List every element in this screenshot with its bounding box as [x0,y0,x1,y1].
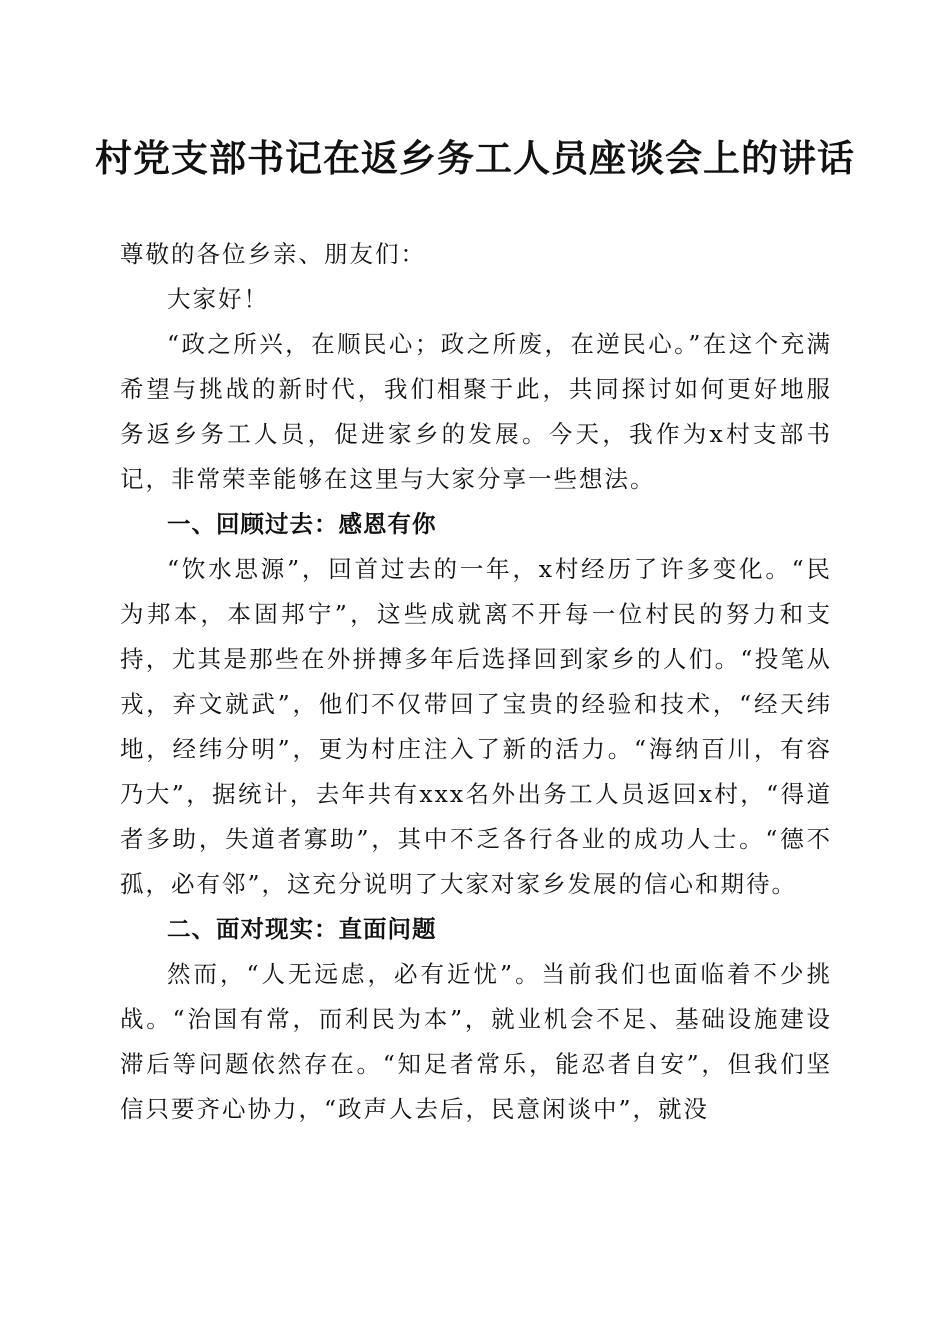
greeting: 大家好！ [167,285,269,313]
salutation: 尊敬的各位乡亲、朋友们： [120,240,426,268]
document-body [120,232,832,1132]
section-1-paragraph: “饮水思源”，回首过去的一年，x村经历了许多变化。“民为邦本，本固邦宁”，这些成就离不开每一位村民的努力和支持，尤其是那些在外拼搏多年后选择回到家乡的人们。“投笔从戎，弃文就武”，他们不仅带回了宝贵的经验和技术，“经天纬地，经纬分明”，更为村庄注入了新的活力。“海纳百川，有容乃大”，据统计，去年共有xxx名外出务工人员返回x村，“得道者多助，失道者寡助”，其中不乏各行各业的成功人士。“德不孤，必有邻”，这充分说明了大家对家乡发展的信心和期待。 [120,555,832,898]
document-title: 村党支部书记在返乡务工人员座谈会上的讲话 [95,136,855,180]
section-heading-1: 一、回顾过去：感恩有你 [167,510,437,538]
section-heading-2: 二、面对现实：直面问题 [167,915,437,943]
section-2-paragraph: 然而，“人无远虑，必有近忧”。当前我们也面临着不少挑战。“治国有常，而利民为本”，就业机会不足、基础设施建设滞后等问题依然存在。“知足者常乐，能忍者自安”，但我们坚信只要齐心协力，“政声人去后，民意闲谈中”，就没 [120,960,832,1123]
intro-paragraph: “政之所兴，在顺民心；政之所废，在逆民心。”在这个充满希望与挑战的新时代，我们相聚于此，共同探讨如何更好地服务返乡务工人员，促进家乡的发展。今天，我作为x村支部书记，非常荣幸能够在这里与大家分享一些想法。 [120,330,832,493]
